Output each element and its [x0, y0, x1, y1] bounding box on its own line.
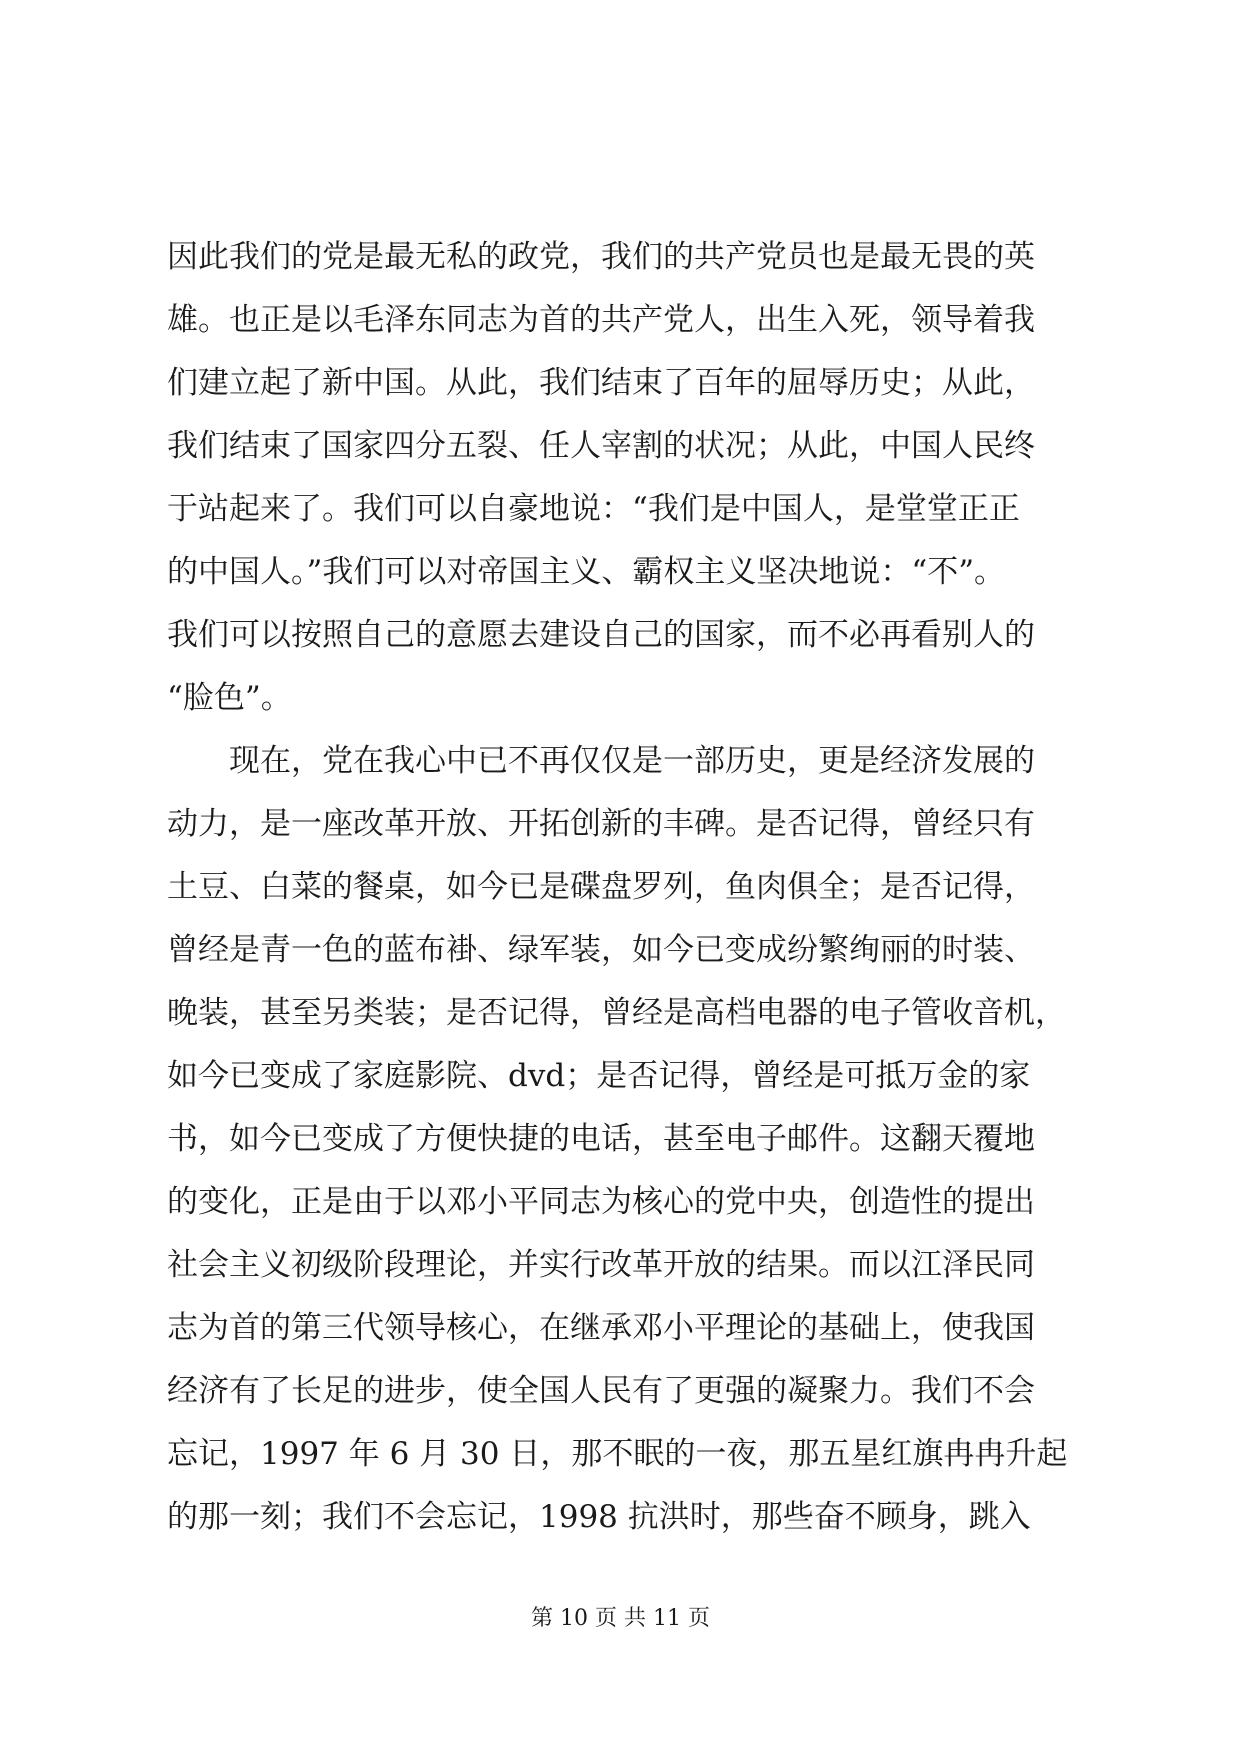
- text-line-1: 因此我们的党是最无私的政党，我们的共产党员也是最无畏的英: [167, 239, 1035, 275]
- text-line-18: 志为首的第三代领导核心，在继承邓小平理论的基础上，使我国: [167, 1310, 1035, 1346]
- text-line-7: 我们可以按照自己的意愿去建设自己的国家，而不必再看别人的: [167, 617, 1035, 653]
- text-line-2: 雄。也正是以毛泽东同志为首的共产党人，出生入死，领导着我: [167, 302, 1035, 338]
- text-line-8: “脸色”。: [167, 680, 292, 716]
- text-line-21: 的那一刻；我们不会忘记，1998 抗洪时，那些奋不顾身，跳入: [167, 1499, 1031, 1535]
- body-text: [167, 226, 1087, 1549]
- text-line-6: 的中国人。”我们可以对帝国主义、霸权主义坚决地说：“不”。: [167, 554, 1006, 590]
- text-line-19: 经济有了长足的进步，使全国人民有了更强的凝聚力。我们不会: [167, 1373, 1035, 1409]
- text-line-10: 动力，是一座改革开放、开拓创新的丰碑。是否记得，曾经只有: [167, 806, 1035, 842]
- text-line-14: 如今已变成了家庭影院、dvd；是否记得，曾经是可抵万金的家: [167, 1058, 1031, 1094]
- text-line-16: 的变化，正是由于以邓小平同志为核心的党中央，创造性的提出: [167, 1184, 1035, 1220]
- text-line-17: 社会主义初级阶段理论，并实行改革开放的结果。而以江泽民同: [167, 1247, 1035, 1283]
- text-line-15: 书，如今已变成了方便快捷的电话，甚至电子邮件。这翻天覆地: [167, 1121, 1035, 1157]
- text-line-12: 曾经是青一色的蓝布褂、绿军装，如今已变成纷繁绚丽的时装、: [167, 932, 1035, 968]
- text-line-4: 我们结束了国家四分五裂、任人宰割的状况；从此，中国人民终: [167, 428, 1035, 464]
- text-line-13: 晚装，甚至另类装；是否记得，曾经是高档电器的电子管收音机，: [167, 995, 1066, 1031]
- text-line-5: 于站起来了。我们可以自豪地说：“我们是中国人，是堂堂正正: [167, 491, 1020, 527]
- text-line-20: 忘记，1997 年 6 月 30 日，那不眠的一夜，那五星红旗冉冉升起: [167, 1436, 1068, 1472]
- paragraph-start-line: 现在，党在我心中已不再仅仅是一部历史，更是经济发展的: [229, 743, 1035, 779]
- text-line-11: 土豆、白菜的餐桌，如今已是碟盘罗列，鱼肉俱全；是否记得，: [167, 869, 1035, 905]
- page-footer: 第 10 页 共 11 页: [531, 1606, 710, 1631]
- text-line-3: 们建立起了新中国。从此，我们结束了百年的屈辱历史；从此，: [167, 365, 1035, 401]
